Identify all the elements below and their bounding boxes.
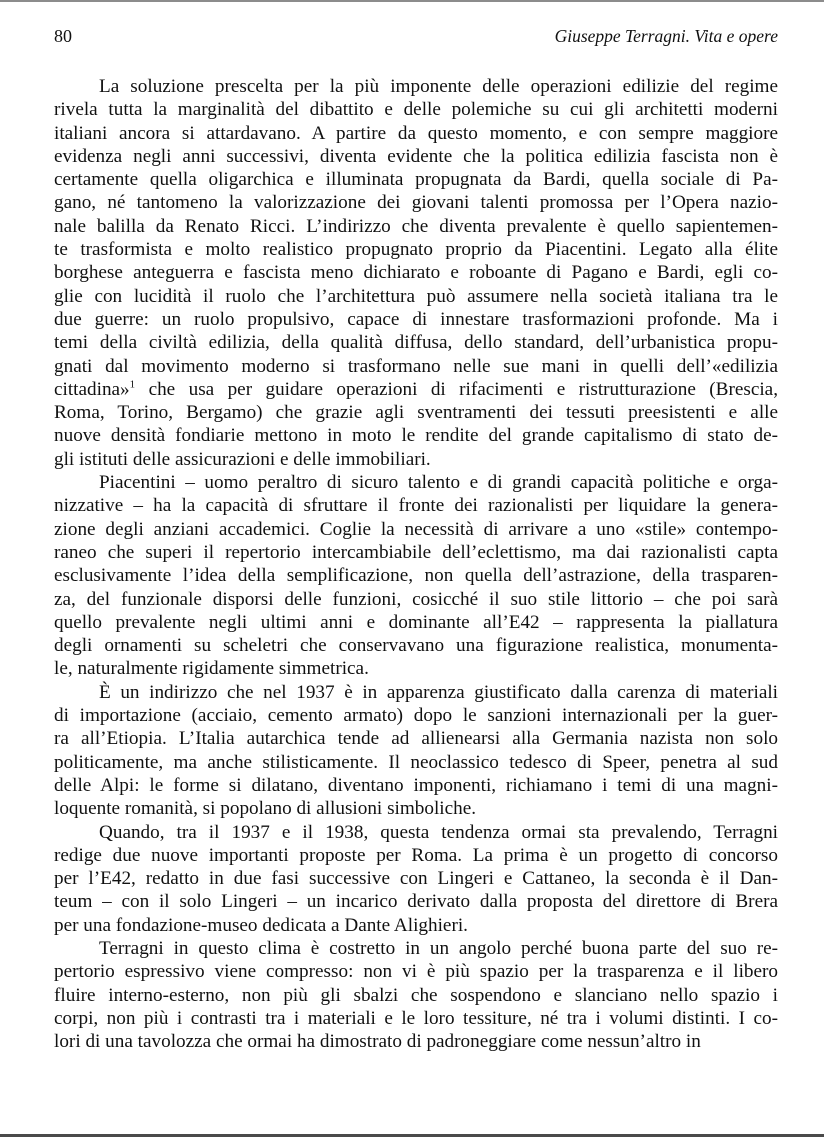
text-line: temi della civiltà edilizia, della qualità diffusa, dello standard, dell’urbanistica propu- bbox=[54, 332, 778, 354]
text-line: Roma, Torino, Bergamo) che grazie agli sventramenti dei tessuti preesistenti e alle bbox=[54, 402, 778, 424]
paragraph bbox=[54, 937, 778, 1053]
text-line: le, naturalmente rigidamente simmetrica. bbox=[54, 658, 369, 680]
running-title: Giuseppe Terragni. Vita e opere bbox=[554, 26, 778, 46]
text-line: esclusivamente l’idea della semplificazione, non quella dell’astrazione, della trasparen- bbox=[54, 565, 778, 587]
text-line: pertorio espressivo viene compresso: non vi è più spazio per la trasparenza e il libero bbox=[54, 961, 778, 983]
page-top-border bbox=[0, 0, 824, 2]
text-line: glie con lucidità il ruolo che l’architettura può assumere nella società italiana tra le bbox=[54, 285, 778, 307]
text-line: corpi, non più i contrasti tra i materiali e le loro tessiture, né tra i volumi distinti. I co- bbox=[54, 1007, 778, 1029]
paragraph bbox=[54, 681, 778, 821]
text-line: italiani ancora si attardavano. A partire da questo momento, e con sempre maggiore bbox=[54, 122, 778, 144]
text-line: per una fondazione-museo dedicata a Dante Alighieri. bbox=[54, 914, 468, 936]
text-line: due guerre: un ruolo propulsivo, capace di innestare trasformazioni profonde. Ma i bbox=[54, 308, 778, 330]
text-line: È un indirizzo che nel 1937 è in apparenza giustificato dalla carenza di materiali bbox=[99, 681, 778, 703]
text-line: nizzative – ha la capacità di sfruttare il fronte dei razionalisti per liquidare la genera- bbox=[54, 495, 778, 517]
text-line: loquente romanità, si popolano di allusioni simboliche. bbox=[54, 798, 477, 820]
text-line: za, del funzionale disporsi delle funzioni, cosicché il suo stile littorio – che poi sarà bbox=[54, 588, 778, 610]
paragraph bbox=[54, 75, 778, 471]
text-line: gano, né tantomeno la valorizzazione dei giovani talenti promossa per l’Opera nazio- bbox=[54, 192, 778, 214]
text-line: certamente quella oligarchica e illuminata propugnata da Bardi, quella sociale di Pa- bbox=[54, 169, 778, 191]
footnote-reference[interactable]: 1 bbox=[129, 378, 136, 391]
text-line: quello prevalente negli ultimi anni e dominante all’E42 – rappresenta la piallatura bbox=[54, 611, 778, 633]
text-line: Piacentini – uomo peraltro di sicuro talento e di grandi capacità politiche e orga- bbox=[99, 472, 778, 494]
text-line: politicamente, ma anche stilisticamente. Il neoclassico tedesco di Speer, penetra al sud bbox=[54, 751, 778, 773]
text-line: borghese anteguerra e fascista meno dichiarato e roboante di Pagano e Bardi, egli co- bbox=[54, 262, 778, 284]
text-line: Terragni in questo clima è costretto in un angolo perché buona parte del suo re- bbox=[99, 937, 778, 959]
text-line: Quando, tra il 1937 e il 1938, questa tendenza ormai sta prevalendo, Terragni bbox=[99, 821, 778, 843]
text-line: gnati dal movimento moderno si trasformano nelle sue mani in quelli dell’«edilizia bbox=[54, 355, 778, 377]
text-line: La soluzione prescelta per la più imponente delle operazioni edilizie del regime bbox=[99, 76, 778, 97]
text-line: per l’E42, redatto in due fasi successive con Lingeri e Cattaneo, la seconda è il Dan- bbox=[54, 868, 778, 890]
text-line: gli istituti delle assicurazioni e delle immobiliari. bbox=[54, 448, 431, 470]
text-line: te trasformista e molto realistico propugnato proprio da Piacentini. Legato alla élite bbox=[54, 239, 778, 261]
text-line: lori di una tavolozza che ormai ha dimostrato di padroneggiare come nessun’altro in bbox=[54, 1031, 701, 1053]
text-line: fluire interno-esterno, non più gli sbalzi che sospendono e slanciano nello spazio i bbox=[54, 984, 778, 1006]
text-line: nuove densità fondiarie mettono in moto le rendite del grande capitalismo di stato de- bbox=[54, 425, 778, 447]
text-line: rivela tutta la marginalità del dibattito e delle polemiche su cui gli architetti moderni bbox=[54, 99, 778, 121]
page-number: 80 bbox=[54, 26, 72, 46]
text-line: nale balilla da Renato Ricci. L’indirizzo che diventa prevalente è quello sapientemen- bbox=[54, 215, 778, 237]
text-line: ra all’Etiopia. L’Italia autarchica tende ad allienearsi alla Germania nazista non solo bbox=[54, 728, 778, 750]
paragraph bbox=[54, 821, 778, 937]
text-line: cittadina»$^1$ che usa per guidare operazioni di rifacimenti e ristrutturazione (Brescia, bbox=[54, 378, 778, 400]
text-line: di importazione (acciaio, cemento armato) dopo le sanzioni internazionali per la guer- bbox=[54, 705, 778, 727]
text-line: redige due nuove importanti proposte per Roma. La prima è un progetto di concorso bbox=[54, 844, 778, 866]
running-header bbox=[54, 26, 778, 50]
paragraph bbox=[54, 471, 778, 681]
text-line: evidenza negli anni successivi, diventa evidente che la politica edilizia fascista non è bbox=[54, 145, 778, 167]
text-line: degli ornamenti su scheletri che conservavano una figurazione realistica, monumenta- bbox=[54, 635, 778, 657]
text-line: raneo che superi il repertorio intercambiabile dell’eclettismo, ma dai razionalisti capta bbox=[54, 541, 778, 563]
body-text bbox=[54, 75, 778, 1053]
text-line: delle Alpi: le forme si dilatano, diventano imponenti, richiamano i temi di una magni- bbox=[54, 774, 778, 796]
text-line: zione degli anziani accademici. Coglie la necessità di arrivare a uno «stile» contempo- bbox=[54, 518, 778, 540]
text-line: teum – con il solo Lingeri – un incarico derivato dalla proposta del direttore di Brera bbox=[54, 891, 778, 913]
